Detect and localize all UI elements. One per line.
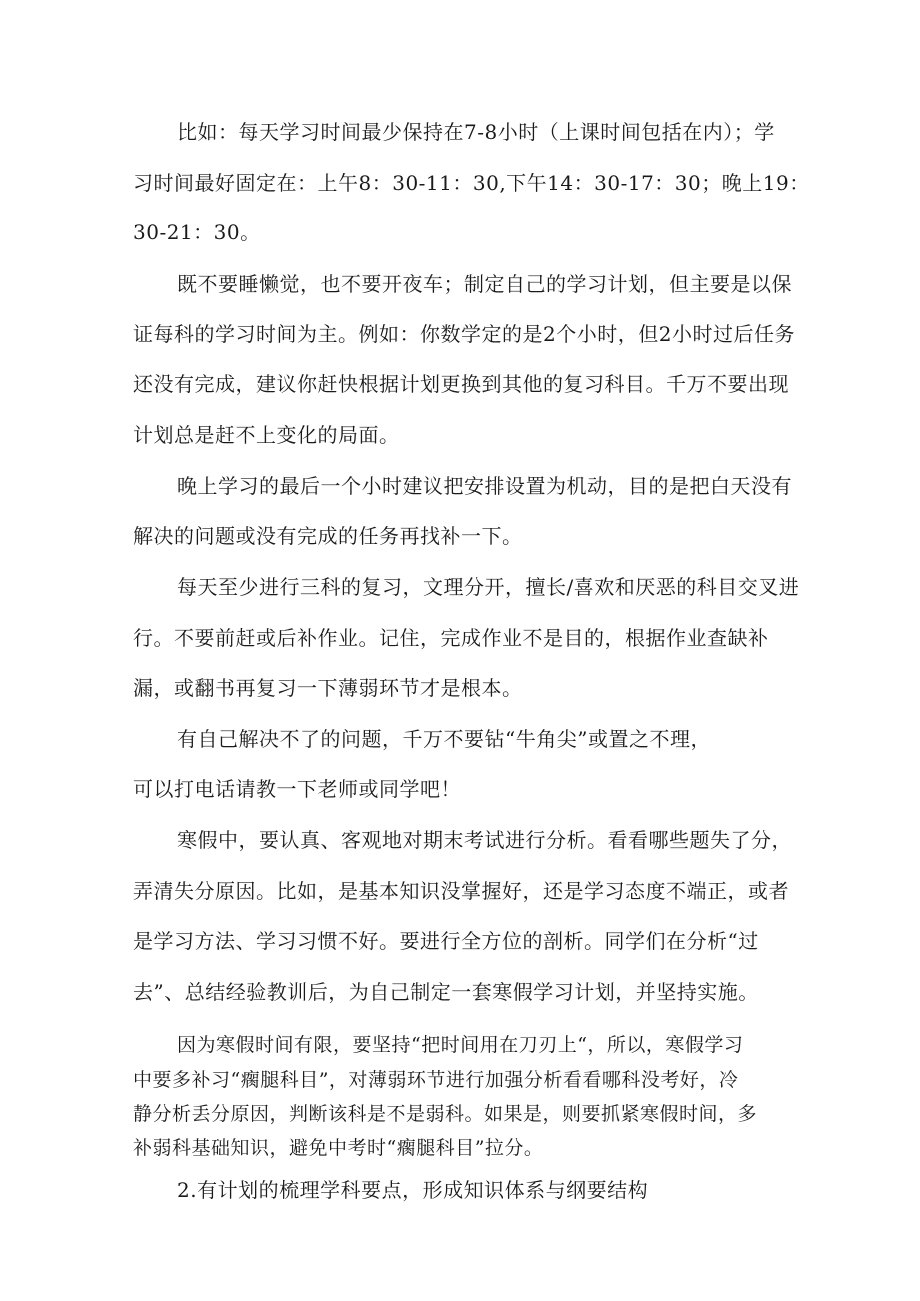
text-line: 是学习方法、学习习惯不好。要进行全方位的剖析。同学们在分析“过 [133, 929, 759, 953]
section-heading-text: 2.有计划的梳理学科要点，形成知识体系与纲要结构 [177, 1178, 649, 1202]
text-line: 有自己解决不了的问题，千万不要钻“牛角尖”或置之不理， [177, 727, 711, 751]
text-line: 证每科的学习时间为主。例如：你数学定的是2个小时，但2小时过后任务 [133, 322, 795, 346]
text-line: 静分析丢分原因，判断该科是不是弱科。如果是，则要抓紧寒假时间，多 [133, 1103, 758, 1125]
text-line: 寒假中，要认真、客观地对期末考试进行分析。看看哪些题失了分， [177, 828, 792, 852]
text-line: 既不要睡懒觉，也不要开夜车；制定自己的学习计划，但主要是以保 [177, 272, 792, 296]
text-line: 比如：每天学习时间最少保持在7-8小时（上课时间包括在内）；学 [177, 120, 775, 144]
text-line: 计划总是赶不上变化的局面。 [133, 423, 400, 447]
text-line: 30-21：30。 [133, 220, 261, 244]
text-line: 解决的问题或没有完成的任务再找补一下。 [133, 524, 523, 548]
text-line: 补弱科基础知识，避免中考时“瘸腿科目”拉分。 [133, 1137, 544, 1159]
text-line: 晚上学习的最后一个小时建议把安排设置为机动，目的是把白天没有 [177, 474, 792, 498]
text-line: 去”、总结经验教训后，为自己制定一套寒假学习计划，并坚持实施。 [133, 980, 759, 1004]
text-line: 弄清失分原因。比如，是基本知识没掌握好，还是学习态度不端正，或者 [133, 879, 789, 903]
text-line: 行。不要前赶或后补作业。记住，完成作业不是目的，根据作业查缺补 [133, 626, 769, 650]
text-line: 可以打电话请教一下老师或同学吧！ [133, 777, 461, 801]
text-line: 因为寒假时间有限，要坚持“把时间用在刀刃上“，所以，寒假学习 [177, 1034, 744, 1056]
text-line: 还没有完成，建议你赶快根据计划更换到其他的复习科目。千万不要出现 [133, 372, 789, 396]
text-line: 漏，或翻书再复习一下薄弱环节才是根本。 [133, 676, 523, 700]
text-line: 每天至少进行三科的复习，文理分开，擅长/喜欢和厌恶的科目交叉进 [177, 575, 800, 599]
text-line: 习时间最好固定在：上午8：30-11：30,下午14：30-17：30；晚上19： [133, 171, 810, 195]
text-line: 中要多补习“瘸腿科目”，对薄弱环节进行加强分析看看哪科没考好，冷 [133, 1069, 739, 1091]
